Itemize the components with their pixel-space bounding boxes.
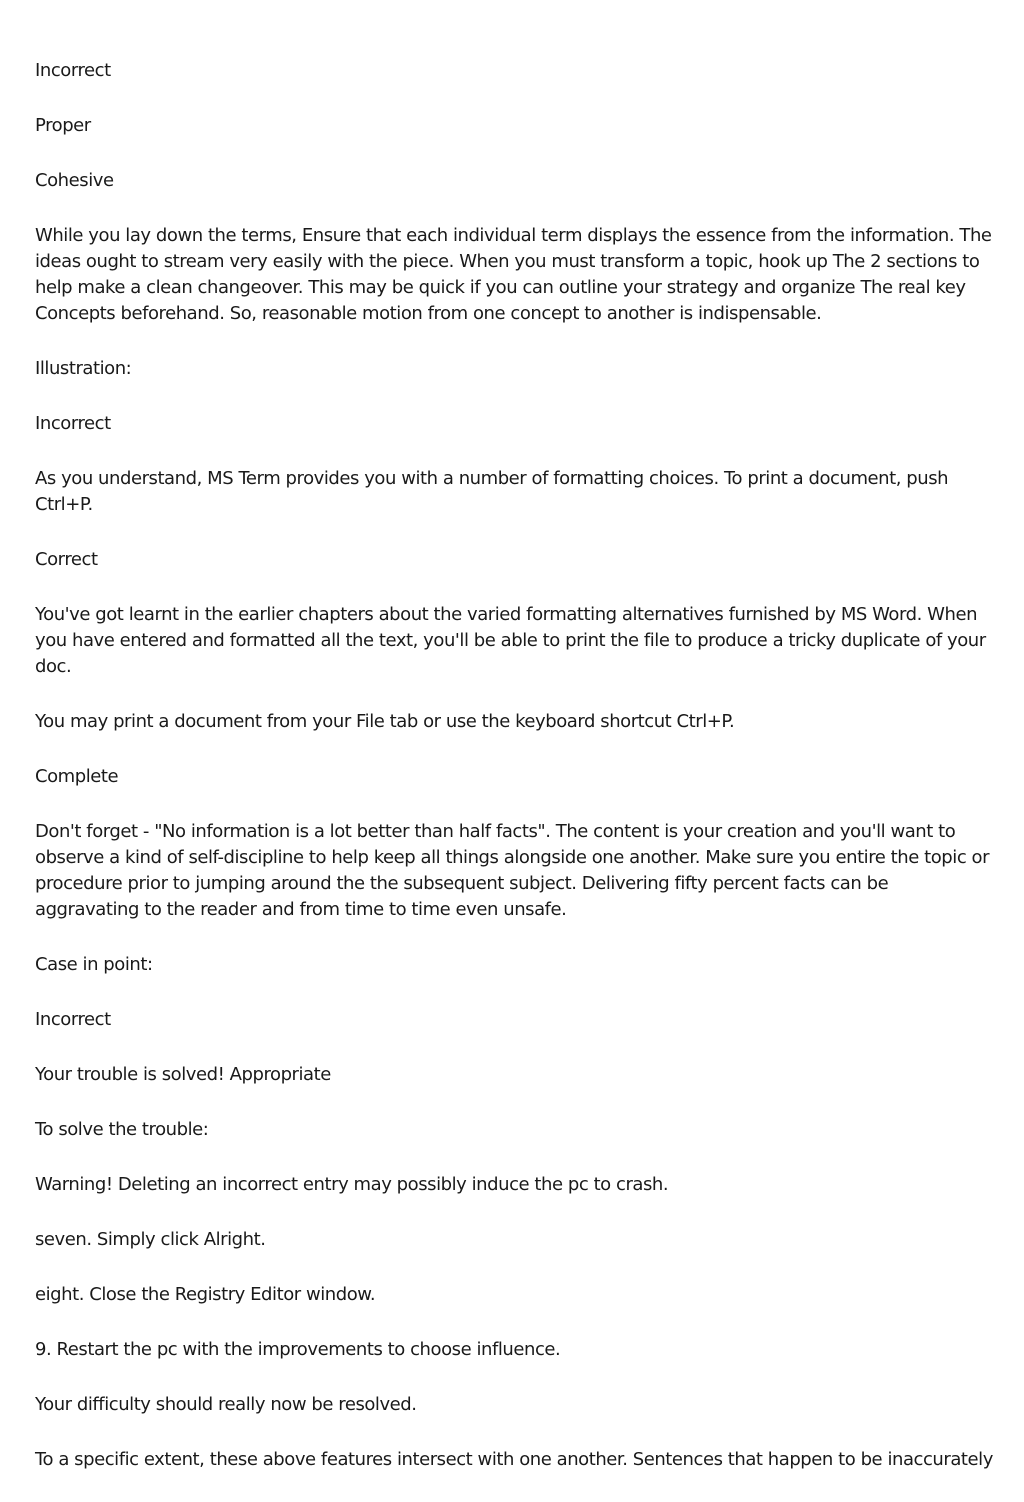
body-paragraph: You've got learnt in the earlier chapters about the varied formatting alternatives furnished by MS Word. When you have entered and formatted all the text, you'll be able to print the file to produce a tricky duplicate of your doc. — [35, 604, 986, 677]
step-item: 9. Restart the pc with the improvements to choose influence. — [35, 1339, 561, 1360]
label-incorrect: Incorrect — [35, 1009, 111, 1030]
body-paragraph: While you lay down the terms, Ensure that each individual term displays the essence from the information. The ideas ought to stream very easily with the piece. When you must transform a topic, hook up The 2 sections to help make a clean changeover. This may be quick if you can outline your strategy and organize The real key Concepts beforehand. So, reasonable motion from one concept to another is indispensable. — [35, 225, 992, 324]
step-item: seven. Simply click Alright. — [35, 1229, 266, 1250]
label-illustration: Illustration: — [35, 358, 132, 379]
label-case-in-point: Case in point: — [35, 954, 153, 975]
step-item: eight. Close the Registry Editor window. — [35, 1284, 376, 1305]
body-paragraph: As you understand, MS Term provides you with a number of formatting choices. To print a document, push Ctrl+P. — [35, 468, 949, 515]
label-correct: Correct — [35, 549, 98, 570]
body-paragraph: You may print a document from your File tab or use the keyboard shortcut Ctrl+P. — [35, 711, 735, 732]
body-paragraph: Your trouble is solved! Appropriate — [35, 1064, 331, 1085]
heading-complete: Complete — [35, 766, 119, 787]
label-proper: Proper — [35, 115, 91, 136]
label-incorrect: Incorrect — [35, 413, 111, 434]
warning-paragraph: Warning! Deleting an incorrect entry may possibly induce the pc to crash. — [35, 1174, 669, 1195]
body-paragraph: Don't forget - "No information is a lot better than half facts". The content is your creation and you'll want to observe a kind of self-discipline to help keep all things alongside one another. Make sure you entire the topic or procedure prior to jumping around the the subsequent subject. Delivering fifty percent facts can be aggravating to the reader and from time to time even unsafe. — [35, 821, 990, 920]
document-page — [35, 58, 997, 1502]
body-paragraph: To solve the trouble: — [35, 1119, 209, 1140]
label-incorrect: Incorrect — [35, 60, 111, 81]
body-paragraph: To a specific extent, these above features intersect with one another. Sentences that happen to be inaccurately — [35, 1449, 993, 1470]
heading-cohesive: Cohesive — [35, 170, 114, 191]
body-paragraph: Your difficulty should really now be resolved. — [35, 1394, 417, 1415]
